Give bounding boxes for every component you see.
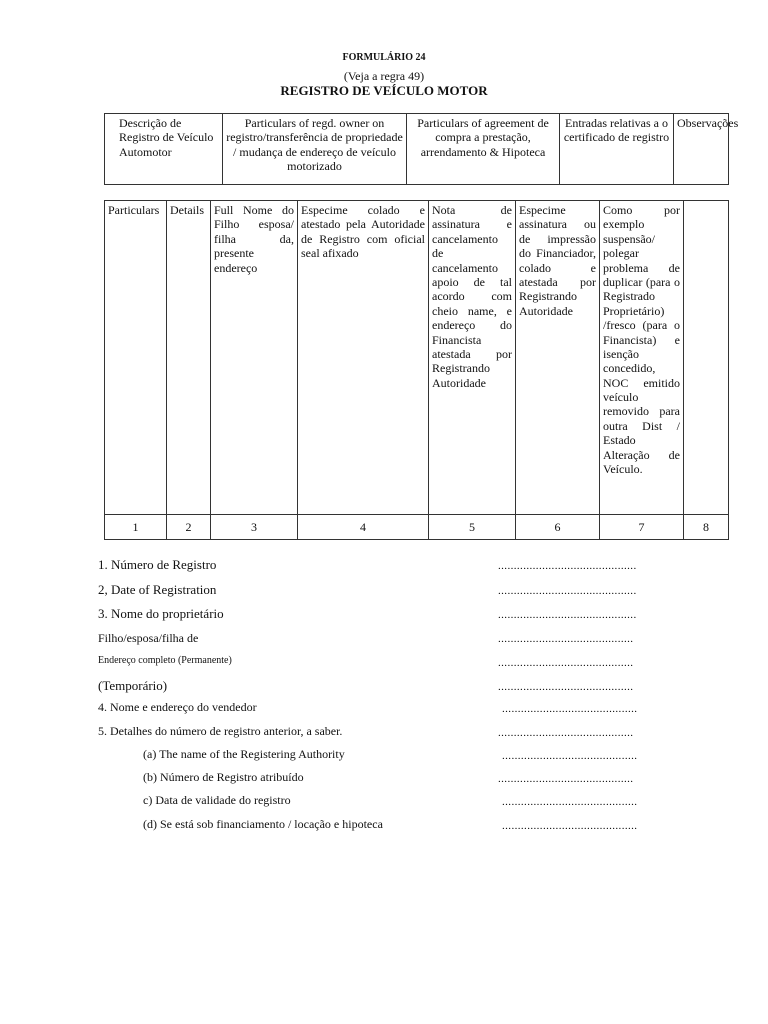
column-number: 3 [211,515,298,540]
field-label-relation: Filho/esposa/filha de [98,631,199,645]
field-label-previous-registration: 5. Detalhes do número de registro anterior, a saber. [98,724,343,738]
column-financier-specimen: Especime assinatura ou de impressão do Financiador, colado e atestada por Registrando Autoridade [516,201,600,515]
column-number: 6 [516,515,600,540]
field-blank[interactable]: ........................................... [502,750,638,762]
column-number: 1 [105,515,167,540]
header-cell-description: Descrição de Registro de Veículo Automotor [105,114,223,185]
field-blank[interactable]: ........................................... [502,703,638,715]
column-details: Details [167,201,211,515]
header-cell-owner-particulars: Particulars of regd. owner on registro/transferência de propriedade / mudança de endereço de veículo motorizado [223,114,407,185]
column-number: 2 [167,515,211,540]
header-cell-agreement-particulars: Particulars of agreement de compra a prestação, arrendamento & Hipoteca [407,114,560,185]
column-specimen-seal: Especime colado e atestado pela Autoridade de Registro com oficial seal afixado [298,201,429,515]
registration-header-table [104,113,739,185]
field-label-financing: (d) Se está sob financiamento / locação e hipoteca [143,817,383,831]
column-number: 4 [298,515,429,540]
header-cell-entries: Entradas relativas a o certificado de registro [560,114,674,185]
field-label-permanent-address: Endereço completo (Permanente) [98,655,232,666]
field-label-registration-date: 2, Date of Registration [98,582,217,597]
field-label-seller: 4. Nome e endereço do vendedor [98,700,257,714]
column-number: 8 [684,515,729,540]
field-blank[interactable]: ........................................... [498,681,634,693]
field-label-registration-number: 1. Número de Registro [98,557,217,572]
field-label-assigned-number: (b) Número de Registro atribuído [143,770,304,784]
column-full-name: Full Nome do Filho esposa/ filha da, presente endereço [211,201,298,515]
field-blank[interactable]: ............................................ [498,560,637,572]
field-blank[interactable]: ........................................... [498,633,634,645]
field-blank[interactable]: ............................................ [498,609,637,621]
registration-details-table [104,200,729,540]
field-label-registering-authority: (a) The name of the Registering Authority [143,747,345,761]
field-blank[interactable]: ........................................... [498,727,634,739]
field-label-validity-date: c) Data de validade do registro [143,793,291,807]
field-blank[interactable]: ........................................... [498,773,634,785]
header-cell-remarks: Observações [674,114,729,185]
page-title: REGISTRO DE VEÍCULO MOTOR [280,83,488,98]
field-label-owner-name: 3. Nome do proprietário [98,606,224,621]
column-eight [684,201,729,515]
form-number: FORMULÁRIO 24 [342,52,426,63]
field-label-temporary-address: (Temporário) [98,678,168,693]
field-blank[interactable]: ........................................... [502,820,638,832]
column-particulars: Particulars [105,201,167,515]
field-blank[interactable]: ........................................... [502,796,638,808]
field-blank[interactable]: ............................................ [498,585,637,597]
rule-reference: (Veja a regra 49) [343,69,425,83]
column-cancellation-note: Nota de assinatura e cancelamento de cancelamento apoio de tal acordo com cheio name, e endereço do Financista atestada por Registrando Autoridade [429,201,516,515]
column-number: 5 [429,515,516,540]
column-number: 7 [600,515,684,540]
column-remarks-example: Como por exemplo suspensão/ polegar problema de duplicar (para o Registrado Proprietário) /fresco (para o Financista) e isenção concedido, NOC emitido veículo removido para outra Dist / Estado Alteração de Veículo. [600,201,684,515]
field-blank[interactable]: ........................................... [498,657,634,669]
